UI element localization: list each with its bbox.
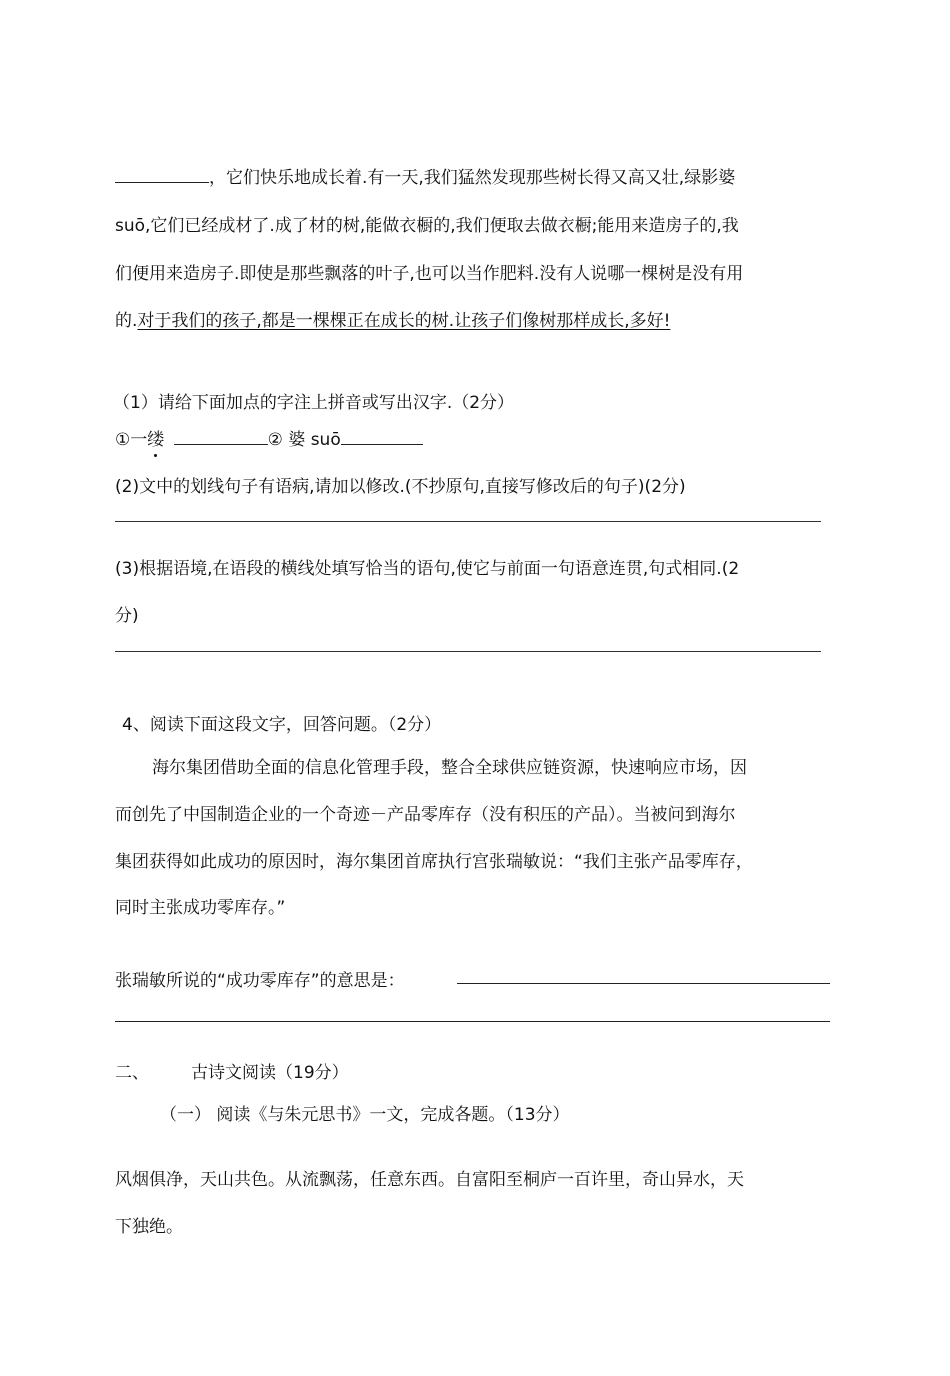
section-2-subheading: （一） 阅读《与朱元思书》一文，完成各题。（13分） xyxy=(160,1105,570,1125)
q4-paragraph-line-2: 而创先了中国制造企业的一个奇迹－产品零库存（没有积压的产品）。当被问到海尔 xyxy=(115,805,736,825)
item-2: ② 婆 suō xyxy=(267,430,341,450)
q4-paragraph-line-3: 集团获得如此成功的原因时，海尔集团首席执行宫张瑞敏说：“我们主张产品零库存， xyxy=(115,852,753,872)
answer-blank-1[interactable] xyxy=(174,444,268,445)
fill-blank[interactable] xyxy=(115,182,209,183)
section-2-number: 二、 xyxy=(115,1063,149,1083)
question-1-items xyxy=(115,425,423,450)
answer-line-q4-1[interactable] xyxy=(457,983,830,984)
passage-line-1 xyxy=(115,163,735,188)
question-2: (2)文中的划线句子有语病,请加以修改.(不抄原句,直接写修改后的句子)(2分) xyxy=(115,477,686,497)
answer-line-q4-2[interactable] xyxy=(115,1021,830,1022)
poem-text-line-2: 下独绝。 xyxy=(115,1217,183,1237)
underlined-sentence: 对于我们的孩子,都是一棵棵正在成长的树.让孩子们像树那样成长,多好! xyxy=(137,311,671,331)
passage-text: 的. xyxy=(115,311,138,331)
answer-line-q2[interactable] xyxy=(115,521,821,522)
answer-blank-2[interactable] xyxy=(341,444,423,445)
item-number: ① xyxy=(115,430,131,450)
dotted-char: 缕 xyxy=(147,425,164,450)
question-1: （1）请给下面加点的字注上拼音或写出汉字.（2分） xyxy=(113,393,515,413)
passage-line-4 xyxy=(115,306,670,331)
passage-line-2: suō,它们已经成材了.成了材的树,能做衣橱的,我们便取去做衣橱;能用来造房子的,我 xyxy=(115,216,739,236)
question-3-line-2: 分) xyxy=(115,606,139,626)
q4-paragraph-line-1: 海尔集团借助全面的信息化管理手段，整合全球供应链资源，快速响应市场，因 xyxy=(152,758,747,778)
poem-text-line-1: 风烟俱净，天山共色。从流飘荡，任意东西。自富阳至桐庐一百许里，奇山异水，天 xyxy=(115,1170,744,1190)
passage-text: ，它们快乐地成长着.有一天,我们猛然发现那些树长得又高又壮,绿影婆 xyxy=(209,168,736,188)
q4-answer-prompt: 张瑞敏所说的“成功零库存”的意思是： xyxy=(115,971,405,991)
question-4-heading: 4、阅读下面这段文字，回答问题。（2分） xyxy=(122,715,442,735)
question-3-line-1: (3)根据语境,在语段的横线处填写恰当的语句,使它与前面一句语意连贯,句式相同.(2 xyxy=(115,559,740,579)
answer-line-q3[interactable] xyxy=(115,651,821,652)
section-2-title: 古诗文阅读（19分） xyxy=(191,1063,349,1083)
item-word-a: 一 xyxy=(130,430,148,450)
q4-paragraph-line-4: 同时主张成功零库存。” xyxy=(115,898,286,918)
passage-line-3: 们便用来造房子.即使是那些飘落的叶子,也可以当作肥料.没有人说哪一棵树是没有用 xyxy=(115,264,744,284)
